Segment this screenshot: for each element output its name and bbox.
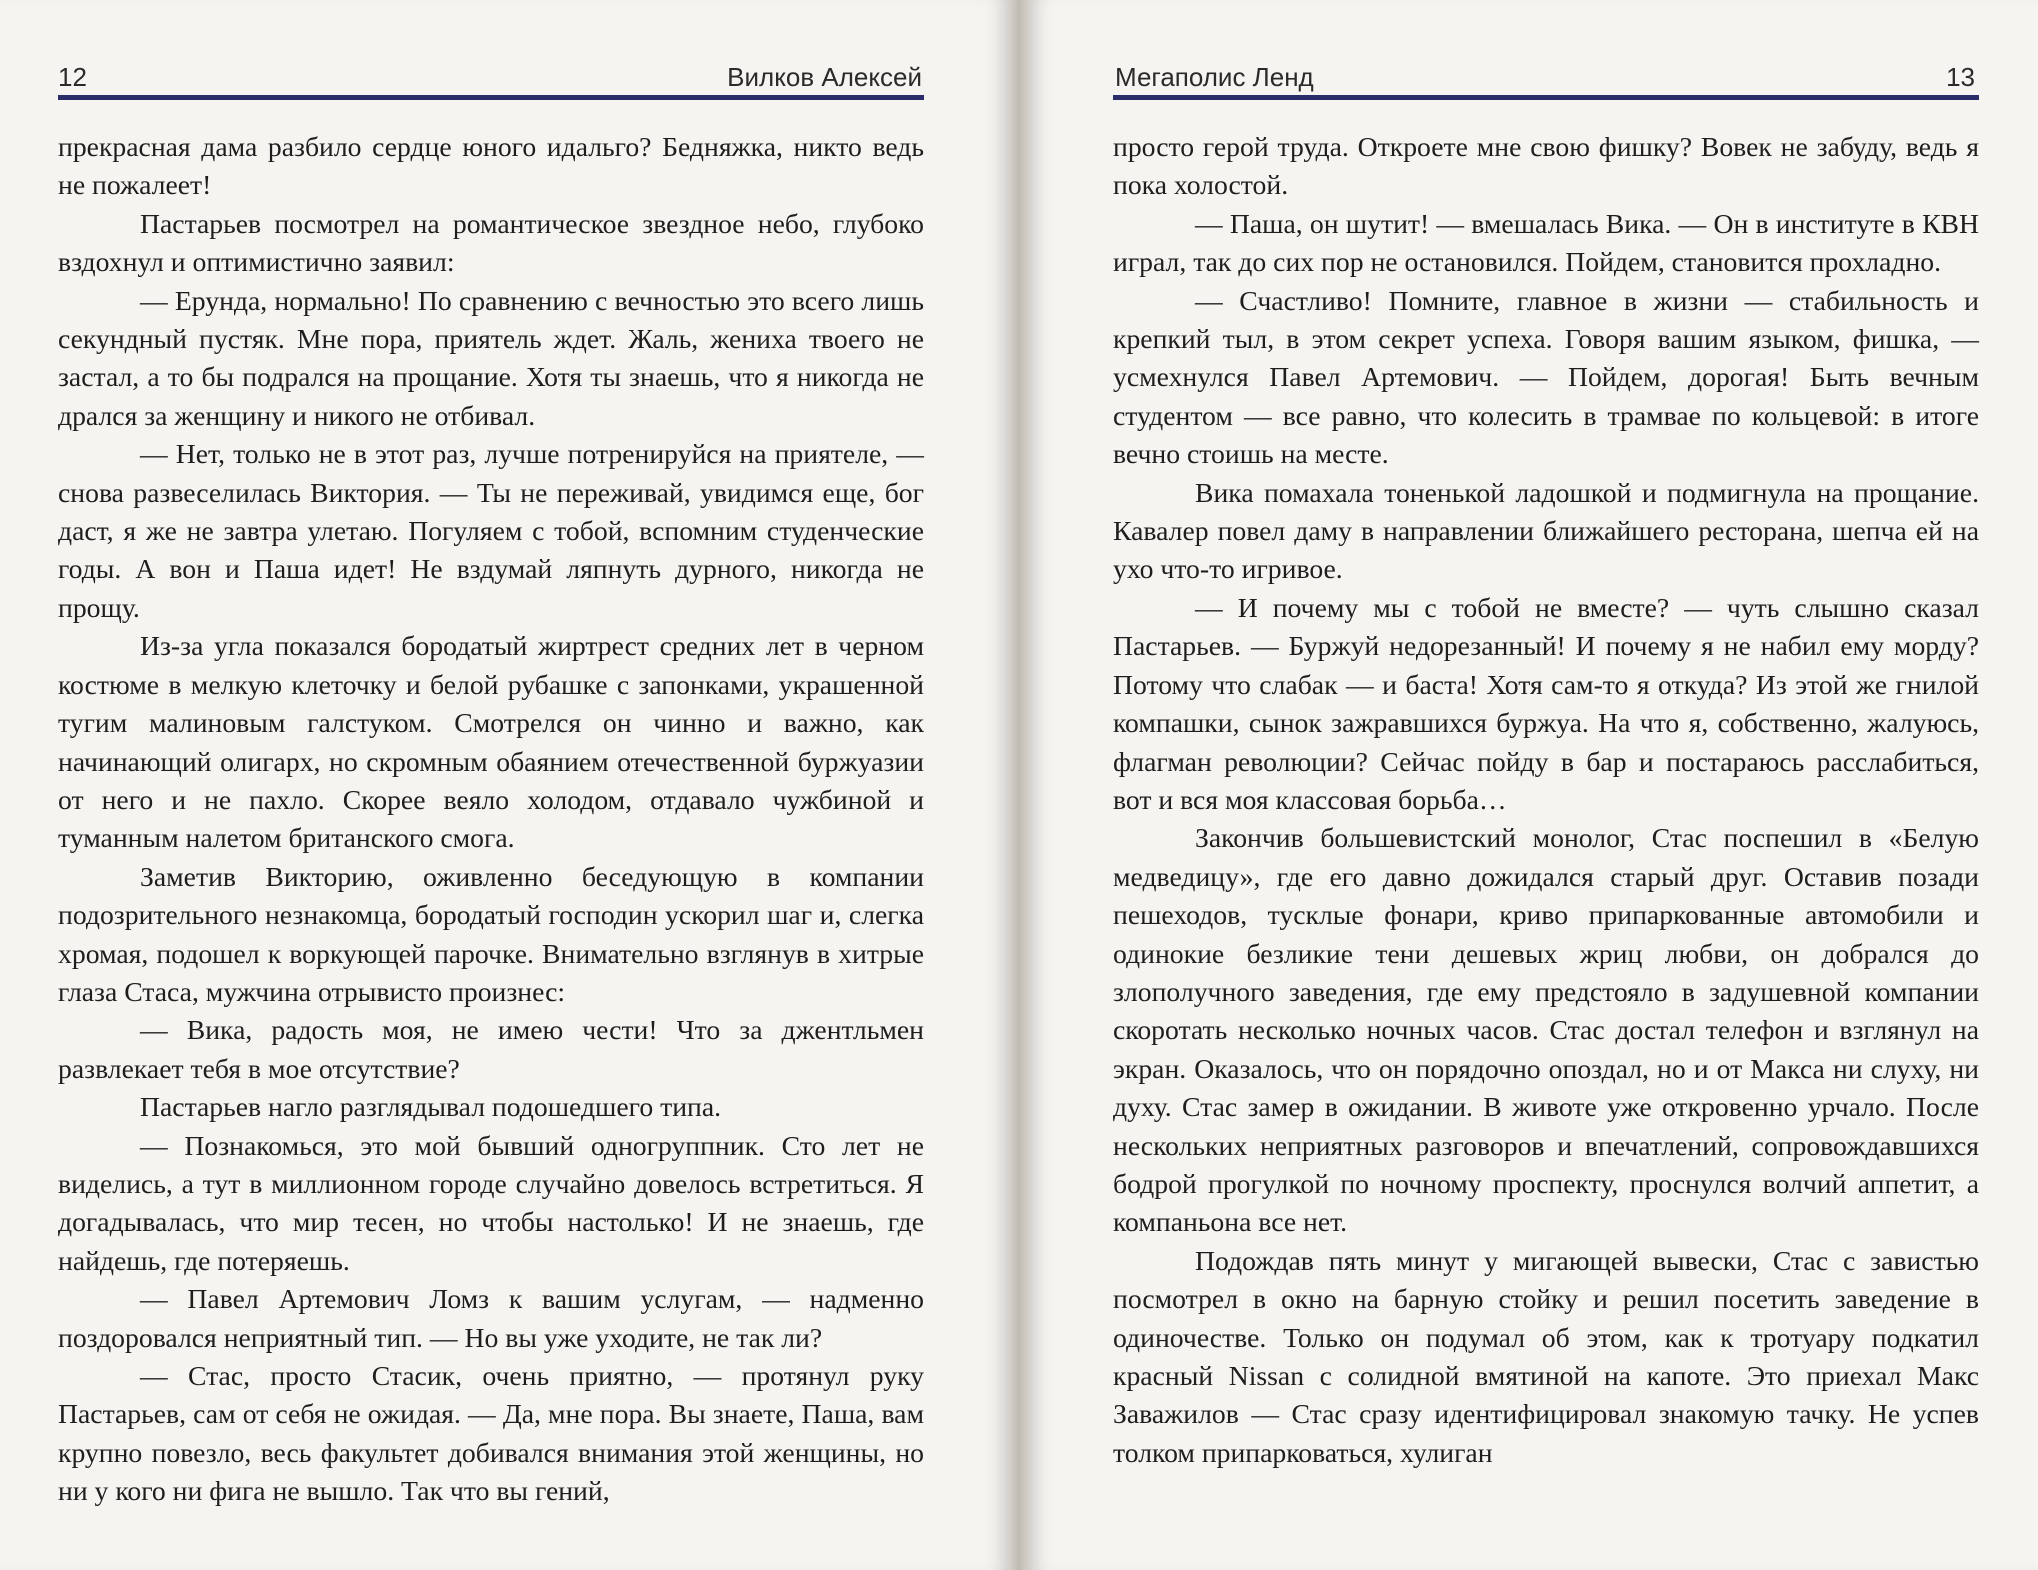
paragraph: Закончив большевистский монолог, Стас поспешил в «Белую медведицу», где его давно дожидался старый друг. Оставив позади пешеходов, тусклые фонари, криво припаркованные автомобили и одинокие безликие тени дешевых жриц любви, он добрался до злополучного заведения, где ему предстояло в задушевной компании скоротать несколько ночных часов. Стас достал телефон и взглянул на экран. Оказалось, что он порядочно опоздал, но и от Макса ни слуху, ни духу. Стас замер в ожидании. В животе уже откровенно урчало. После нескольких неприятных разговоров и впечатлений, сопровождавшихся бодрой прогулкой по ночному проспекту, проснулся волчий аппетит, а компаньона все нет. bbox=[1113, 822, 1979, 1238]
paragraph: Пастарьев посмотрел на романтическое звездное небо, глубоко вздохнул и оптимистично заявил: bbox=[58, 207, 924, 278]
paragraph: Из-за угла показался бородатый жиртрест средних лет в черном костюме в мелкую клеточку и белой рубашке с запонками, украшенной тугим малиновым галстуком. Смотрелся он чинно и важно, как начинающий олигарх, но скромным обаянием отечественной буржуазии от него и не пахло. Скорее веяло холодом, отдавало чужбиной и туманным налетом британского смога. bbox=[58, 630, 924, 854]
paragraph: прекрасная дама разбило сердце юного идальго? Бедняжка, никто ведь не пожалеет! bbox=[58, 131, 924, 201]
right-page-text bbox=[1113, 128, 1979, 1472]
header-rule bbox=[58, 95, 924, 100]
paragraph: Подождав пять минут у мигающей вывески, Стас с завистью посмотрел в окно на барную стойку и решил посетить заведение в одиночестве. Только он подумал об этом, как к тротуару подкатил красный Nissan с солидной вмятиной на капоте. Это приехал Макс Заважилов — Стас сразу идентифицировал знакомую тачку. Не успев толком припарковаться, хулиган bbox=[1113, 1244, 1979, 1468]
running-head-title: Мегаполис Ленд bbox=[1115, 62, 1314, 92]
left-page-text bbox=[58, 128, 924, 1511]
paragraph: — Нет, только не в этот раз, лучше потренируйся на приятеле, — снова развеселилась Виктория. — Ты не переживай, увидимся еще, бог даст, я же не завтра улетаю. Погуляем с тобой, вспомним студенческие годы. А вон и Паша идет! Не вздумай ляпнуть дурного, никогда не прощу. bbox=[58, 438, 924, 623]
page-number: 13 bbox=[1946, 62, 1975, 92]
paragraph: — Познакомься, это мой бывший одногруппник. Сто лет не виделись, а тут в миллионном городе случайно довелось встретиться. Я догадывалась, что мир тесен, но чтобы настолько! И не знаешь, где найдешь, где потеряешь. bbox=[58, 1129, 924, 1276]
running-head-author: Вилков Алексей bbox=[727, 62, 922, 92]
paragraph: — Павел Артемович Ломз к вашим услугам, — надменно поздоровался неприятный тип. — Но вы уже уходите, не так ли? bbox=[58, 1283, 924, 1353]
paragraph: Пастарьев нагло разглядывал подошедшего типа. bbox=[140, 1091, 722, 1123]
paragraph: — Ерунда, нормально! По сравнению с вечностью это всего лишь секундный пустяк. Мне пора, приятель ждет. Жаль, жениха твоего не застал, а то бы подрался на прощание. Хотя ты знаешь, что я никогда не дрался за женщину и никого не отбивал. bbox=[58, 284, 924, 431]
left-page-header bbox=[58, 56, 924, 100]
paragraph: — Стас, просто Стасик, очень приятно, — протянул руку Пастарьев, сам от себя не ожидая. — Да, мне пора. Вы знаете, Паша, вам крупно повезло, весь факультет добивался внимания этой женщины, но ни у кого ни фига не вышло. Так что вы гений, bbox=[58, 1360, 924, 1507]
paragraph: Вика помахала тоненькой ладошкой и подмигнула на прощание. Кавалер повел даму в направлении ближайшего ресторана, шепча ей на ухо что-то игривое. bbox=[1113, 476, 1979, 585]
paragraph: — Вика, радость моя, не имею чести! Что за джентльмен развлекает тебя в мое отсутствие? bbox=[58, 1014, 924, 1084]
right-page-header bbox=[1113, 56, 1979, 100]
paragraph: — И почему мы с тобой не вместе? — чуть слышно сказал Пастарьев. — Буржуй недорезанный! И почему я не набил ему морду? Потому что слабак — и баста! Хотя сам-то я откуда? Из этой же гнилой компашки, сынок зажравшихся буржуа. На что я, собственно, жалуюсь, флагман революции? Сейчас пойду в бар и постараюсь расслабиться, вот и вся моя классовая борьба… bbox=[1113, 591, 1979, 815]
paragraph: — Паша, он шутит! — вмешалась Вика. — Он в институте в КВН играл, так до сих пор не остановился. Пойдем, становится прохладно. bbox=[1113, 207, 1979, 278]
paragraph: Заметив Викторию, оживленно беседующую в компании подозрительного незнакомца, бородатый господин ускорил шаг и, слегка хромая, подошел к воркующей парочке. Внимательно взглянув в хитрые глаза Стаса, мужчина отрывисто произнес: bbox=[58, 860, 924, 1007]
right-page bbox=[1029, 0, 2038, 1570]
book-gutter bbox=[1009, 0, 1029, 1570]
paragraph: просто герой труда. Откроете мне свою фишку? Вовек не забуду, ведь я пока холостой. bbox=[1113, 131, 1979, 201]
page-number: 12 bbox=[58, 62, 87, 92]
left-page bbox=[0, 0, 1009, 1570]
paragraph: — Счастливо! Помните, главное в жизни — стабильность и крепкий тыл, в этом секрет успеха. Говоря вашим языком, фишка, — усмехнулся Павел Артемович. — Пойдем, дорогая! Быть вечным студентом — все равно, что колесить в трамвае по кольцевой: в итоге вечно стоишь на месте. bbox=[1113, 284, 1979, 470]
header-rule bbox=[1113, 95, 1979, 100]
